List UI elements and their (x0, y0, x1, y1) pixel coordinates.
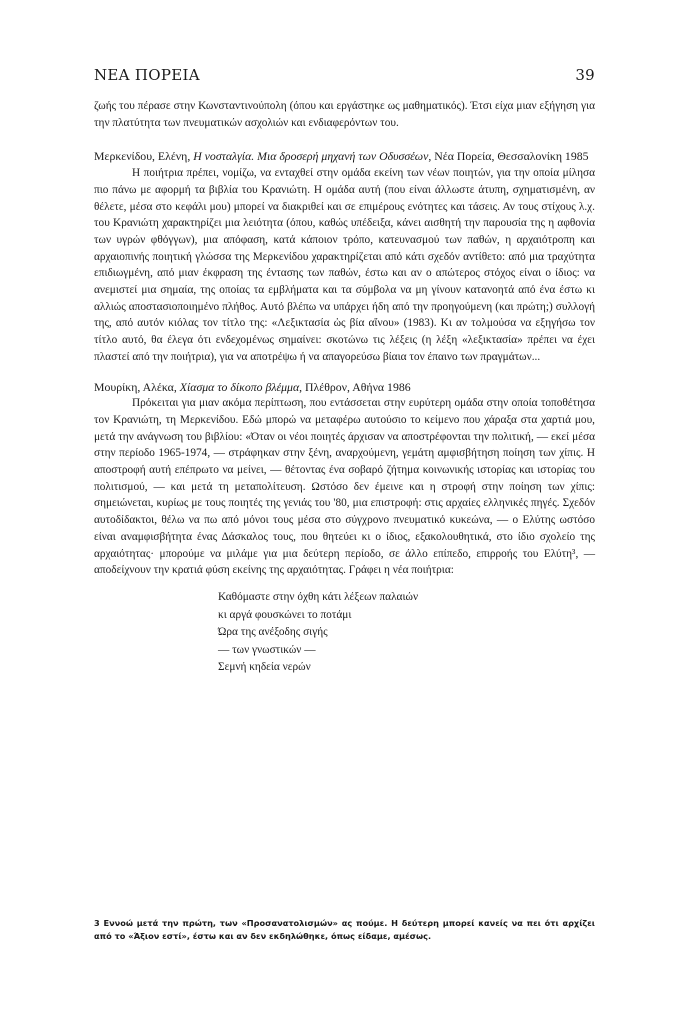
running-header (94, 66, 595, 84)
entry-author: Μουρίκη, Αλέκα, (94, 379, 180, 394)
entry-book-title: Χίασμα το δίκοπο βλέμμα (179, 379, 300, 394)
journal-title: ΝΕΑ ΠΟΡΕΙΑ (94, 66, 200, 84)
review-entry-heading (94, 148, 595, 165)
poem-line: Ώρα της ανέξοδης σιγής (218, 626, 328, 639)
continued-paragraph: ζωής του πέρασε στην Κωνσταντινούπολη (όπου και εργάστηκε ως μαθηματικός). Έτσι είχα μιαν εξήγηση για την πλατύτητα των πνευματικών ασχολιών και ενδιαφερόντων του. (94, 100, 595, 129)
page-number: 39 (575, 66, 595, 84)
review-entry-heading (94, 379, 595, 396)
body-text (94, 98, 595, 677)
entry-publication: , Νέα Πορεία, Θεσσαλονίκη 1985 (428, 149, 589, 164)
review-paragraph: Η ποιήτρια πρέπει, νομίζω, να ενταχθεί στην ομάδα εκείνη των νέων ποιητών, για την οποία μίλησα πιο πάνω με αφορμή τα βιβλία του Κρανιώτη. Η ομάδα αυτή (που είναι άλλωστε άτυπη, σχηματισμένη, αν θέλετε, μέσα στο κεφάλι μου) μπορεί να διακριθεί και σε επιμέρους ενότητες και τάσεις. Αν τους στίχους λ.χ. του Κρανιώτη χαρακτηρίζει μια λειότητα (όπου, καθώς υπέδειξα, κάνει αισθητή την παρουσία της η αφθονία των υγρών φθόγγων), μια απόφαση, κατά κάποιον τρόπο, κατευνασμού των παθών, η αρχαιότροπη και αρχαιοπινής ποιητική γλώσσα της Μερκενίδου χαρακτηρίζεται από κάτι σχεδόν αντίθετο: από μια τραχύτητα επιδιωγμένη, από μιαν έκφραση της έντασης των παθών, έστω και αν ο απώτερος στόχος είναι ο ίδιος: να ανεμιστεί μια σημαία, της οποίας τα εμβλήματα και τα σύμβολα να μη γίνουν κατανοητά από ένα έστω κι αλλιώς αποστασιοποιημένο πλήθος. Αυτό βλέπω να υπάρχει ήδη από την προηγούμενη (και πρώτη;) συλλογή της, από αυτόν κιόλας τον τίτλο της: «Λεξικτασία ὡς βία αἴνου» (1983). Κι αν τολμούσα να εξηγήσω τον τίτλο αυτό, θα έλεγα ότι ενδεχομένως σημαίνει: σκοτώνω τις λέξεις (η λέξη «λεξικτασία» πρέπει να έχει πλαστεί από την ποιήτρια), για να αποτρέψω ή να απαγορεύσω βίαια τον έπαινο των πραγμάτων... (94, 167, 595, 363)
poem-line: — των γνωστικών — (218, 643, 316, 656)
review-paragraph: Πρόκειται για μιαν ακόμα περίπτωση, που εντάσσεται στην ευρύτερη ομάδα στην οποία τοποθέτησα τον Κρανιώτη, τη Μερκενίδου. Εδώ μπορώ να μεταφέρω αυτούσιο το κείμενο που χάραξα στα χαρτιά μου, μετά την ανάγνωση του βιβλίου: «Όταν οι νέοι ποιητές άρχισαν να αποστρέφονται την πολιτική, — εκεί μέσα στην περίοδο 1965-1974, — στράφηκαν στην ξένη, αναρχούμενη, γεμάτη αμφισβήτηση ποίηση των χίπις. Η αποστροφή αυτή επέπρωτο να μείνει, — θέτοντας ένα σοβαρό ζήτημα κοινωνικής ιστορίας και ιστορίας του πολιτισμού, — και μετά τη μεταπολίτευση. Ωστόσο δεν έμεινε και η στροφή στην ποίηση των χίπις: σημειώνεται, κυρίως με τους ποιητές της γενιάς του '80, μια επιστροφή: στις αρχαίες ελληνικές πηγές. Σχεδόν αυτοδίδακτοι, θέλω να πω από μόνοι τους μέσα στο σύγχρονο πνευματικό κυκεώνα, — ο Ελύτης ωστόσο είναι αναμφισβήτητα ένας Δάσκαλος τους, που θητεύει κι ο ίδιος, εξακολουθητικά, στο ίδιο σχολείο της αρχαιότητας· μπορούμε να μιλάμε για μια δεύτερη περίοδο, σε άλλο επίπεδο, επιρροής του Ελύτη³, — αποδείχνουν την κρατιά φύση εκείνης της αρχαιότητας. Γράφει η νέα ποιήτρια: (94, 397, 595, 577)
poem-line: κι αργά φουσκώνει το ποτάμι (218, 608, 352, 621)
entry-publication: , Πλέθρον, Αθήνα 1986 (299, 379, 411, 394)
poem-line: Καθόμαστε στην όχθη κάτι λέξεων παλαιών (218, 590, 419, 603)
entry-author: Μερκενίδου, Ελένη, (94, 149, 194, 164)
poem-quotation (218, 589, 595, 677)
footnote: 3 Εννοώ μετά την πρώτη, των «Προσανατολισμών» ας πούμε. Η δεύτερη μπορεί κανείς να πει ότι αρχίζει από το «Άξιον εστί», έστω και αν δεν εκδηλώθηκε, όπως είδαμε, αμέσως. (94, 918, 595, 942)
poem-line: Σεμνή κηδεία νερών (218, 661, 311, 674)
entry-book-title: Η νοσταλγία. Μια δροσερή μηχανή των Οδυσσέων (193, 149, 429, 164)
